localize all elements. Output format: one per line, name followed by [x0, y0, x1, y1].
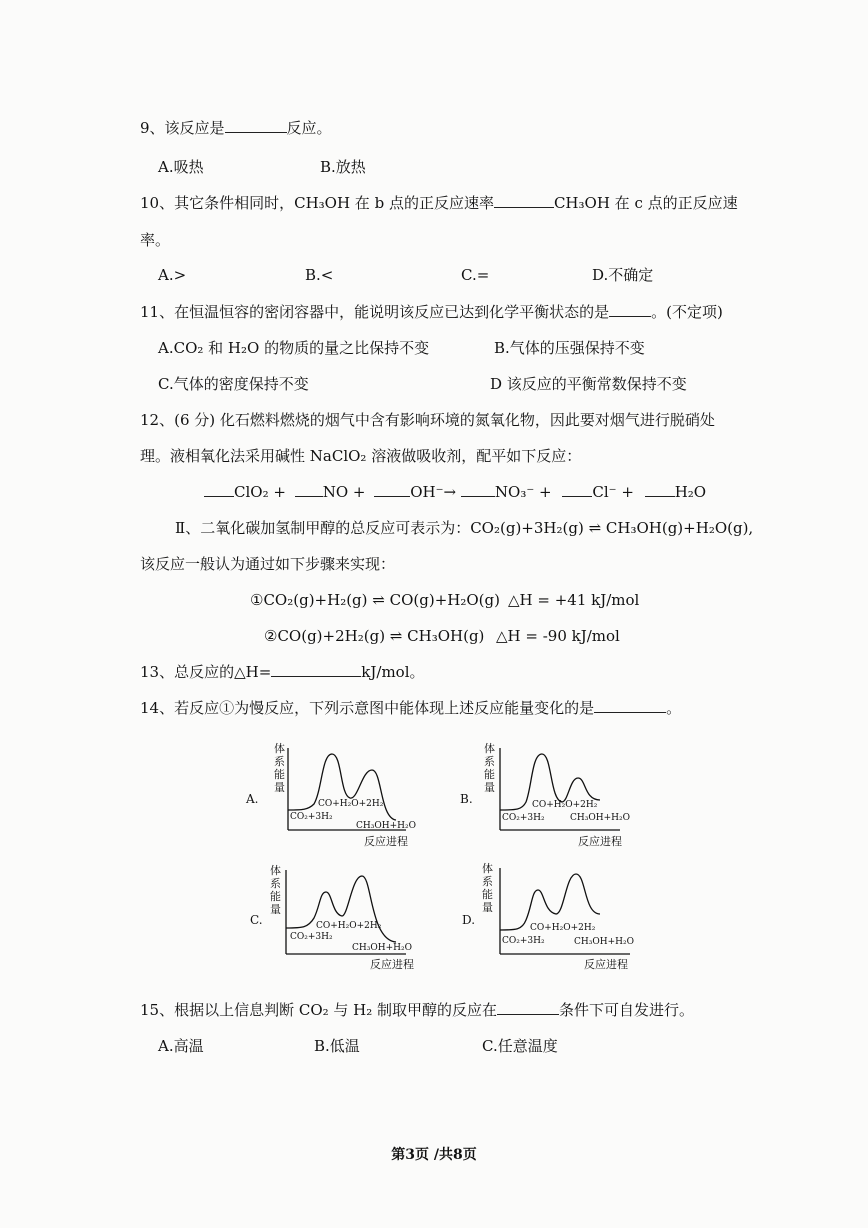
- q11-option-b: B.气体的压强保持不变: [494, 339, 645, 357]
- part2-intro-line1: Ⅱ、二氧化碳加氢制甲醇的总反应可表示为：CO₂(g)+3H₂(g) ⇌ CH₃OH(g)+H₂O(g),: [175, 519, 754, 537]
- svg-text:CO+H₂O+2H₂: CO+H₂O+2H₂: [316, 921, 382, 931]
- svg-text:体系能量: 体系能量: [484, 742, 495, 794]
- q15-option-c: C.任意温度: [482, 1037, 558, 1055]
- svg-text:CO+H₂O+2H₂: CO+H₂O+2H₂: [532, 800, 598, 810]
- svg-text:体系能量: 体系能量: [482, 862, 493, 914]
- q10-option-c: C.=: [461, 266, 490, 284]
- step1-equation: ①CO₂(g)+H₂(g) ⇌ CO(g)+H₂O(g): [250, 591, 500, 609]
- svg-text:CO₂+3H₂: CO₂+3H₂: [290, 812, 333, 822]
- q10-option-b: B.<: [305, 266, 334, 284]
- diagram-letter-b: B.: [460, 792, 473, 806]
- coef-blank-oh[interactable]: [374, 482, 410, 497]
- diagram-a-energy-curve: [288, 754, 396, 820]
- coef-blank-clo2[interactable]: [204, 482, 234, 497]
- svg-text:反应进程: 反应进程: [364, 835, 408, 848]
- q11-option-d: D 该反应的平衡常数保持不变: [490, 375, 687, 393]
- q15-answer-blank[interactable]: [497, 1000, 559, 1015]
- svg-text:反应进程: 反应进程: [584, 958, 628, 971]
- svg-text:CH₃OH+H₂O: CH₃OH+H₂O: [570, 813, 630, 823]
- q10-stem-line2: 率。: [140, 231, 171, 249]
- q9-stem: 9、该反应是 反应。: [140, 119, 332, 137]
- q9-answer-blank[interactable]: [225, 118, 287, 133]
- q14-answer-blank[interactable]: [594, 698, 666, 713]
- diagram-letter-a: A.: [246, 792, 259, 806]
- svg-text:CO₂+3H₂: CO₂+3H₂: [502, 936, 545, 946]
- svg-text:反应进程: 反应进程: [370, 958, 414, 971]
- diagram-letter-c: C.: [250, 913, 263, 927]
- coef-blank-h2o[interactable]: [645, 482, 675, 497]
- svg-text:CH₃OH+H₂O: CH₃OH+H₂O: [574, 937, 634, 947]
- coef-blank-no3[interactable]: [461, 482, 495, 497]
- svg-text:CO₂+3H₂: CO₂+3H₂: [502, 813, 545, 823]
- step2-equation: ②CO(g)+2H₂(g) ⇌ CH₃OH(g): [264, 627, 485, 645]
- q11-option-c: C.气体的密度保持不变: [158, 375, 309, 393]
- energy-diagram-b[interactable]: [460, 740, 630, 854]
- svg-text:CO₂+3H₂: CO₂+3H₂: [290, 932, 333, 942]
- diagram-d-energy-curve: [500, 874, 600, 930]
- q15-option-a: A.高温: [158, 1037, 204, 1055]
- diagram-letter-d: D.: [462, 913, 476, 927]
- svg-text:反应进程: 反应进程: [578, 835, 622, 848]
- svg-text:体系能量: 体系能量: [270, 864, 281, 916]
- q12-equation: ClO₂ + NO + OH⁻→ NO₃⁻ + Cl⁻ + H₂O: [204, 482, 706, 502]
- step1-enthalpy: △H = +41 kJ/mol: [508, 591, 640, 609]
- q12-stem-line2: 理。液相氧化法采用碱性 NaClO₂ 溶液做吸收剂，配平如下反应：: [140, 447, 582, 465]
- q9-option-b: B.放热: [320, 158, 366, 176]
- svg-text:CH₃OH+H₂O: CH₃OH+H₂O: [352, 943, 412, 953]
- q13-answer-blank[interactable]: [271, 662, 361, 677]
- q15-option-b: B.低温: [314, 1037, 360, 1055]
- energy-diagram-a[interactable]: [246, 740, 416, 854]
- svg-text:CO+H₂O+2H₂: CO+H₂O+2H₂: [530, 923, 596, 933]
- q15-stem: 15、根据以上信息判断 CO₂ 与 H₂ 制取甲醇的反应在 条件下可自发进行。: [140, 1001, 695, 1019]
- q11-option-a: A.CO₂ 和 H₂O 的物质的量之比保持不变: [158, 339, 430, 357]
- coef-blank-cl[interactable]: [562, 482, 592, 497]
- coef-blank-no[interactable]: [295, 482, 323, 497]
- svg-text:CH₃OH+H₂O: CH₃OH+H₂O: [356, 821, 416, 831]
- q10-answer-blank[interactable]: [494, 193, 554, 208]
- svg-text:CO+H₂O+2H₂: CO+H₂O+2H₂: [318, 799, 384, 809]
- energy-diagram-d[interactable]: [460, 862, 640, 976]
- step2-enthalpy: △H = -90 kJ/mol: [496, 627, 620, 645]
- q14-stem: 14、若反应①为慢反应，下列示意图中能体现上述反应能量变化的是 。: [140, 699, 682, 717]
- q10-option-d: D.不确定: [592, 266, 654, 284]
- q10-stem: 10、其它条件相同时，CH₃OH 在 b 点的正反应速率 CH₃OH 在 c 点的正反应速: [140, 194, 738, 212]
- page-footer: 第3页 /共8页: [391, 1147, 477, 1163]
- q12-stem-line1: 12、(6 分) 化石燃料燃烧的烟气中含有影响环境的氮氧化物，因此要对烟气进行脱硝处: [140, 411, 715, 429]
- energy-diagram-c[interactable]: [246, 862, 416, 976]
- part2-intro-line2: 该反应一般认为通过如下步骤来实现：: [140, 555, 396, 573]
- diagram-a-ylabel: 体系能量: [274, 742, 285, 794]
- q11-answer-blank[interactable]: [609, 302, 651, 317]
- q9-option-a: A.吸热: [158, 158, 204, 176]
- q10-option-a: A.>: [158, 266, 187, 284]
- q13-stem: 13、总反应的△H= kJ/mol。: [140, 663, 425, 681]
- q11-stem: 11、在恒温恒容的密闭容器中，能说明该反应已达到化学平衡状态的是 。(不定项): [140, 303, 723, 321]
